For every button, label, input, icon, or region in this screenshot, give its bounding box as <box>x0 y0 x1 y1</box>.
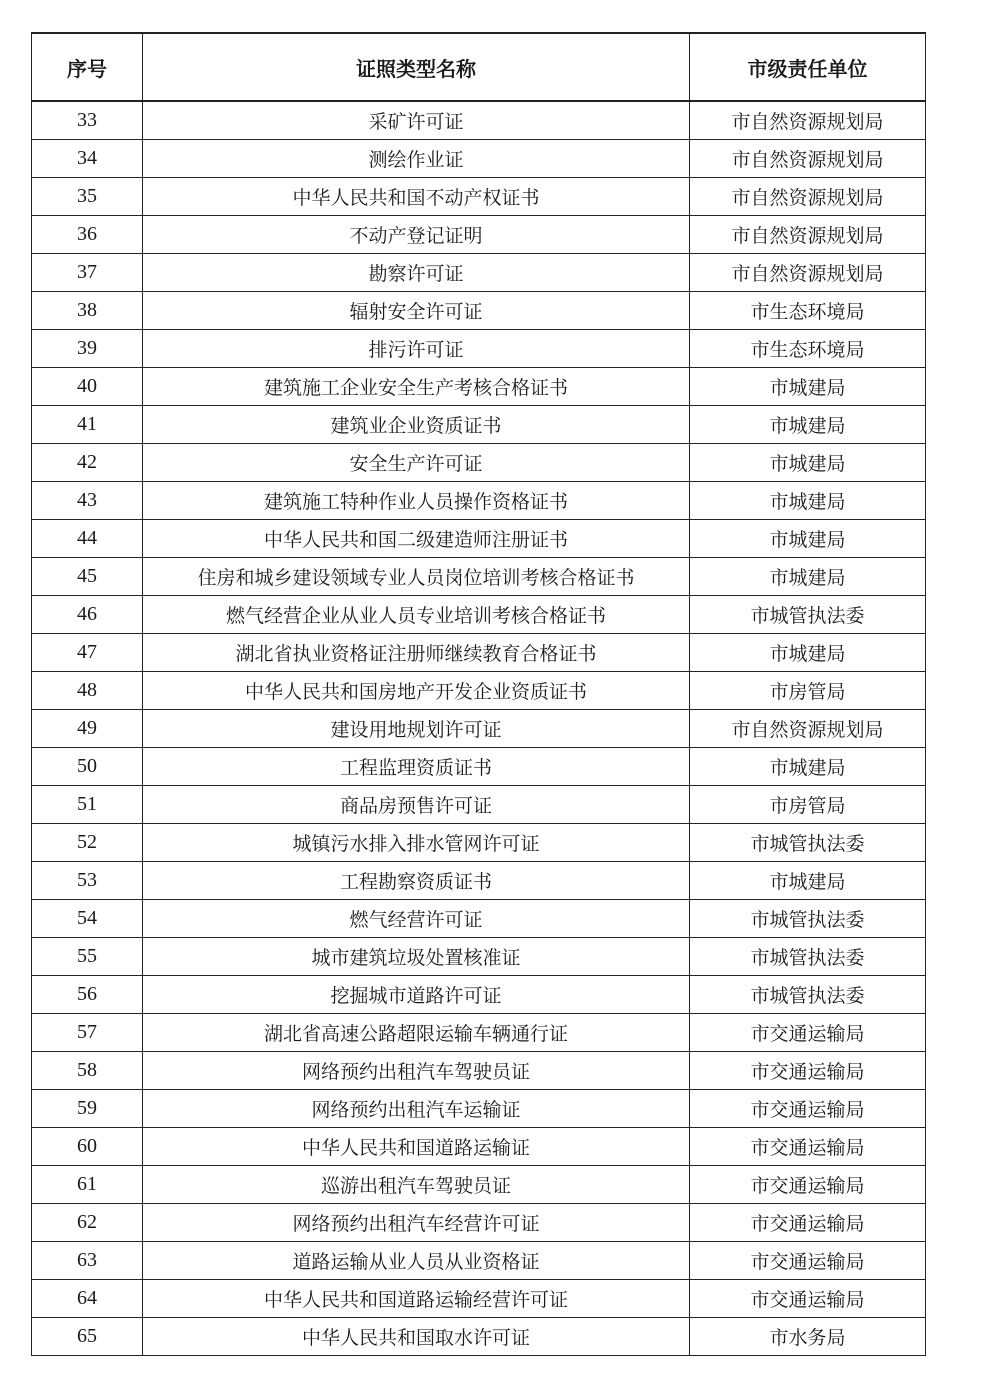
responsible-unit-cell: 市交通运输局 <box>690 1128 926 1166</box>
certificate-name-cell: 中华人民共和国房地产开发企业资质证书 <box>143 672 690 710</box>
table-row <box>32 824 926 862</box>
serial-number-cell: 35 <box>32 178 143 216</box>
certificate-name-cell: 燃气经营企业从业人员专业培训考核合格证书 <box>143 596 690 634</box>
header-serial-number: 序号 <box>32 33 143 101</box>
responsible-unit-cell: 市城管执法委 <box>690 938 926 976</box>
serial-number-cell: 65 <box>32 1318 143 1356</box>
serial-number-cell: 63 <box>32 1242 143 1280</box>
certificate-name-cell: 建筑业企业资质证书 <box>143 406 690 444</box>
table-body <box>32 101 926 1356</box>
table-row <box>32 1204 926 1242</box>
certificate-name-cell: 辐射安全许可证 <box>143 292 690 330</box>
table-row <box>32 406 926 444</box>
responsible-unit-cell: 市城建局 <box>690 748 926 786</box>
table-row <box>32 140 926 178</box>
responsible-unit-cell: 市城建局 <box>690 862 926 900</box>
certificate-name-cell: 网络预约出租汽车经营许可证 <box>143 1204 690 1242</box>
responsible-unit-cell: 市自然资源规划局 <box>690 140 926 178</box>
serial-number-cell: 53 <box>32 862 143 900</box>
table-row <box>32 938 926 976</box>
responsible-unit-cell: 市生态环境局 <box>690 330 926 368</box>
table-row <box>32 1090 926 1128</box>
responsible-unit-cell: 市交通运输局 <box>690 1052 926 1090</box>
table-row <box>32 254 926 292</box>
table-row <box>32 786 926 824</box>
certificate-name-cell: 网络预约出租汽车运输证 <box>143 1090 690 1128</box>
responsible-unit-cell: 市自然资源规划局 <box>690 254 926 292</box>
table-row <box>32 1242 926 1280</box>
table-row <box>32 482 926 520</box>
responsible-unit-cell: 市城管执法委 <box>690 900 926 938</box>
certificate-name-cell: 勘察许可证 <box>143 254 690 292</box>
certificate-table-sheet <box>31 32 925 1356</box>
table-row <box>32 1318 926 1356</box>
responsible-unit-cell: 市水务局 <box>690 1318 926 1356</box>
table-row <box>32 1166 926 1204</box>
responsible-unit-cell: 市自然资源规划局 <box>690 178 926 216</box>
serial-number-cell: 39 <box>32 330 143 368</box>
table-row <box>32 1128 926 1166</box>
table-row <box>32 1052 926 1090</box>
serial-number-cell: 46 <box>32 596 143 634</box>
table-row <box>32 444 926 482</box>
serial-number-cell: 34 <box>32 140 143 178</box>
table-row <box>32 368 926 406</box>
certificate-name-cell: 湖北省高速公路超限运输车辆通行证 <box>143 1014 690 1052</box>
table-row <box>32 672 926 710</box>
certificate-name-cell: 商品房预售许可证 <box>143 786 690 824</box>
serial-number-cell: 49 <box>32 710 143 748</box>
responsible-unit-cell: 市自然资源规划局 <box>690 101 926 140</box>
table-row <box>32 330 926 368</box>
responsible-unit-cell: 市城管执法委 <box>690 976 926 1014</box>
responsible-unit-cell: 市房管局 <box>690 786 926 824</box>
certificate-name-cell: 建筑施工特种作业人员操作资格证书 <box>143 482 690 520</box>
serial-number-cell: 33 <box>32 101 143 140</box>
table-row <box>32 596 926 634</box>
header-responsible-unit: 市级责任单位 <box>690 33 926 101</box>
certificate-name-cell: 网络预约出租汽车驾驶员证 <box>143 1052 690 1090</box>
certificate-name-cell: 工程勘察资质证书 <box>143 862 690 900</box>
table-header <box>32 33 926 101</box>
responsible-unit-cell: 市自然资源规划局 <box>690 710 926 748</box>
table-row <box>32 1280 926 1318</box>
responsible-unit-cell: 市房管局 <box>690 672 926 710</box>
certificate-name-cell: 城镇污水排入排水管网许可证 <box>143 824 690 862</box>
responsible-unit-cell: 市生态环境局 <box>690 292 926 330</box>
table-row <box>32 862 926 900</box>
table-row <box>32 101 926 140</box>
certificate-name-cell: 中华人民共和国二级建造师注册证书 <box>143 520 690 558</box>
serial-number-cell: 60 <box>32 1128 143 1166</box>
serial-number-cell: 57 <box>32 1014 143 1052</box>
table-row <box>32 558 926 596</box>
responsible-unit-cell: 市城建局 <box>690 520 926 558</box>
responsible-unit-cell: 市交通运输局 <box>690 1166 926 1204</box>
serial-number-cell: 62 <box>32 1204 143 1242</box>
responsible-unit-cell: 市交通运输局 <box>690 1014 926 1052</box>
table-row <box>32 178 926 216</box>
certificate-name-cell: 测绘作业证 <box>143 140 690 178</box>
serial-number-cell: 51 <box>32 786 143 824</box>
serial-number-cell: 50 <box>32 748 143 786</box>
certificate-name-cell: 燃气经营许可证 <box>143 900 690 938</box>
certificate-name-cell: 建设用地规划许可证 <box>143 710 690 748</box>
serial-number-cell: 61 <box>32 1166 143 1204</box>
responsible-unit-cell: 市交通运输局 <box>690 1090 926 1128</box>
responsible-unit-cell: 市城建局 <box>690 444 926 482</box>
certificate-name-cell: 住房和城乡建设领域专业人员岗位培训考核合格证书 <box>143 558 690 596</box>
serial-number-cell: 52 <box>32 824 143 862</box>
certificate-name-cell: 采矿许可证 <box>143 101 690 140</box>
header-certificate-type-name: 证照类型名称 <box>143 33 690 101</box>
responsible-unit-cell: 市城建局 <box>690 406 926 444</box>
serial-number-cell: 45 <box>32 558 143 596</box>
table-row <box>32 900 926 938</box>
responsible-unit-cell: 市城建局 <box>690 634 926 672</box>
certificate-name-cell: 巡游出租汽车驾驶员证 <box>143 1166 690 1204</box>
certificate-name-cell: 湖北省执业资格证注册师继续教育合格证书 <box>143 634 690 672</box>
serial-number-cell: 37 <box>32 254 143 292</box>
serial-number-cell: 55 <box>32 938 143 976</box>
responsible-unit-cell: 市交通运输局 <box>690 1280 926 1318</box>
responsible-unit-cell: 市城建局 <box>690 558 926 596</box>
serial-number-cell: 59 <box>32 1090 143 1128</box>
serial-number-cell: 47 <box>32 634 143 672</box>
certificate-name-cell: 中华人民共和国道路运输证 <box>143 1128 690 1166</box>
certificate-name-cell: 安全生产许可证 <box>143 444 690 482</box>
certificate-name-cell: 城市建筑垃圾处置核准证 <box>143 938 690 976</box>
table-row <box>32 292 926 330</box>
table-row <box>32 748 926 786</box>
serial-number-cell: 40 <box>32 368 143 406</box>
responsible-unit-cell: 市城建局 <box>690 368 926 406</box>
table-row <box>32 520 926 558</box>
table-row <box>32 1014 926 1052</box>
certificate-name-cell: 不动产登记证明 <box>143 216 690 254</box>
certificate-name-cell: 道路运输从业人员从业资格证 <box>143 1242 690 1280</box>
table-row <box>32 216 926 254</box>
responsible-unit-cell: 市交通运输局 <box>690 1242 926 1280</box>
serial-number-cell: 64 <box>32 1280 143 1318</box>
certificate-table <box>31 32 926 1356</box>
serial-number-cell: 58 <box>32 1052 143 1090</box>
certificate-name-cell: 挖掘城市道路许可证 <box>143 976 690 1014</box>
table-row <box>32 976 926 1014</box>
responsible-unit-cell: 市自然资源规划局 <box>690 216 926 254</box>
serial-number-cell: 48 <box>32 672 143 710</box>
serial-number-cell: 36 <box>32 216 143 254</box>
table-row <box>32 710 926 748</box>
certificate-name-cell: 中华人民共和国取水许可证 <box>143 1318 690 1356</box>
certificate-name-cell: 建筑施工企业安全生产考核合格证书 <box>143 368 690 406</box>
certificate-name-cell: 工程监理资质证书 <box>143 748 690 786</box>
responsible-unit-cell: 市城管执法委 <box>690 596 926 634</box>
serial-number-cell: 44 <box>32 520 143 558</box>
responsible-unit-cell: 市交通运输局 <box>690 1204 926 1242</box>
serial-number-cell: 54 <box>32 900 143 938</box>
certificate-name-cell: 中华人民共和国不动产权证书 <box>143 178 690 216</box>
certificate-name-cell: 中华人民共和国道路运输经营许可证 <box>143 1280 690 1318</box>
certificate-name-cell: 排污许可证 <box>143 330 690 368</box>
serial-number-cell: 38 <box>32 292 143 330</box>
header-row <box>32 33 926 101</box>
serial-number-cell: 42 <box>32 444 143 482</box>
table-row <box>32 634 926 672</box>
serial-number-cell: 56 <box>32 976 143 1014</box>
serial-number-cell: 41 <box>32 406 143 444</box>
serial-number-cell: 43 <box>32 482 143 520</box>
responsible-unit-cell: 市城建局 <box>690 482 926 520</box>
responsible-unit-cell: 市城管执法委 <box>690 824 926 862</box>
